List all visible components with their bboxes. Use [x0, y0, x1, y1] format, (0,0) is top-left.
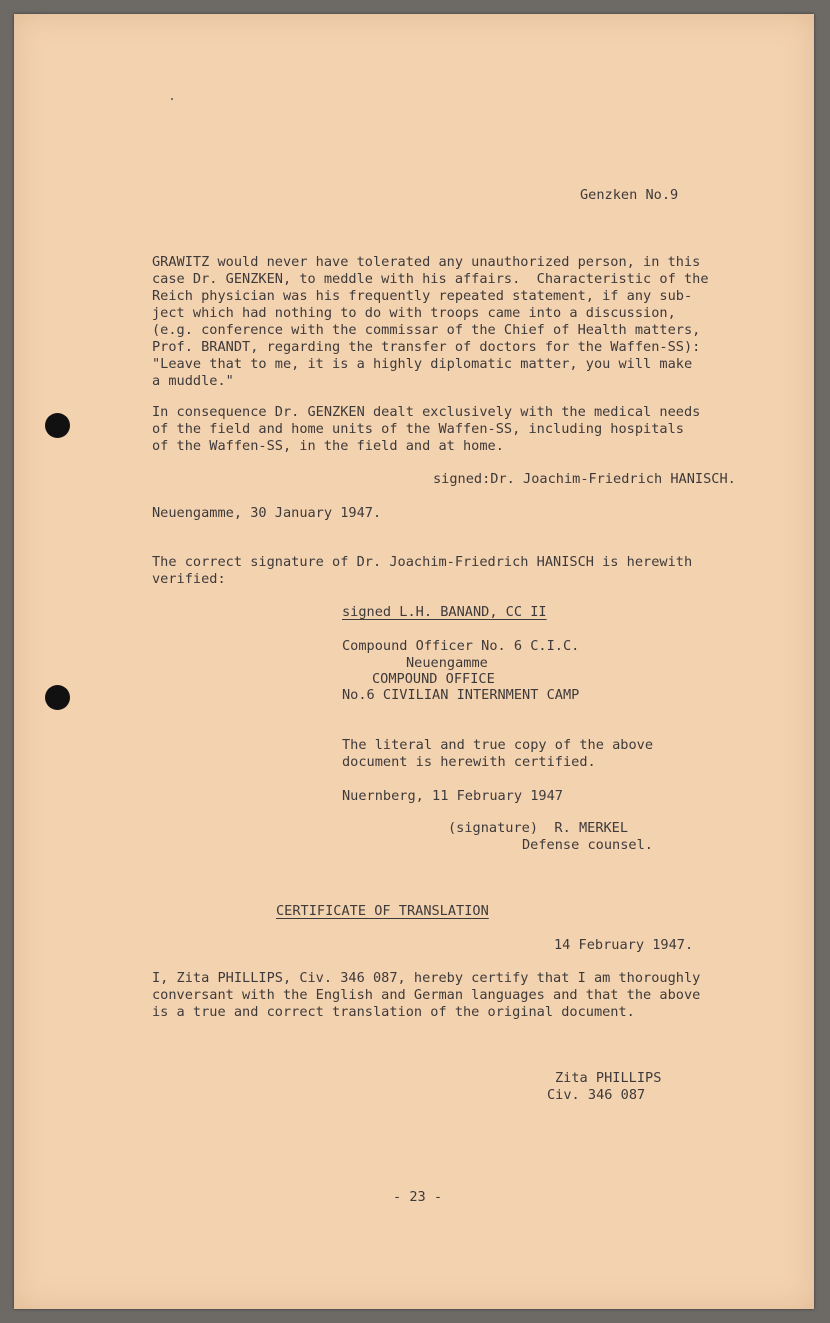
certificate-title: CERTIFICATE OF TRANSLATION: [276, 903, 489, 919]
officer-office: COMPOUND OFFICE: [372, 671, 495, 687]
paragraph-1-line: a muddle.": [152, 373, 234, 389]
officer-title: Compound Officer No. 6 C.I.C.: [342, 638, 580, 654]
paragraph-1-line: GRAWITZ would never have tolerated any unauthorized person, in this: [152, 254, 701, 270]
officer-location: Neuengamme: [406, 655, 488, 671]
punch-hole-bottom: [45, 685, 70, 710]
certificate-date: 14 February 1947.: [554, 937, 694, 953]
paragraph-1-line: case Dr. GENZKEN, to meddle with his affairs. Characteristic of the: [152, 271, 709, 287]
paragraph-1-line: ject which had nothing to do with troops came into a discussion,: [152, 305, 676, 321]
certificate-line: is a true and correct translation of the original document.: [152, 1004, 635, 1020]
verification-line: verified:: [152, 571, 226, 587]
counsel-title: Defense counsel.: [522, 837, 653, 853]
document-page: [14, 14, 814, 1309]
signed-line: signed:Dr. Joachim-Friedrich HANISCH.: [433, 471, 736, 487]
verification-line: The correct signature of Dr. Joachim-Friedrich HANISCH is herewith: [152, 554, 693, 570]
certificate-line: conversant with the English and German languages and that the above: [152, 987, 701, 1003]
page-number: - 23 -: [393, 1189, 443, 1205]
translator-name: Zita PHILLIPS: [555, 1070, 662, 1086]
place-date: Neuengamme, 30 January 1947.: [152, 505, 382, 521]
paragraph-2-line: In consequence Dr. GENZKEN dealt exclusively with the medical needs: [152, 404, 701, 420]
certificate-line: I, Zita PHILLIPS, Civ. 346 087, hereby certify that I am thoroughly: [152, 970, 701, 986]
paragraph-2-line: of the field and home units of the Waffen-SS, including hospitals: [152, 421, 684, 437]
paragraph-1-line: Reich physician was his frequently repeated statement, if any sub-: [152, 288, 693, 304]
punch-hole-top: [45, 413, 70, 438]
paper-speck: [171, 98, 173, 100]
copy-place-date: Nuernberg, 11 February 1947: [342, 788, 563, 804]
counsel-signature: (signature) R. MERKEL: [448, 820, 629, 836]
certified-copy-line: The literal and true copy of the above: [342, 737, 653, 753]
paragraph-1-line: "Leave that to me, it is a highly diplomatic matter, you will make: [152, 356, 693, 372]
paragraph-1-line: Prof. BRANDT, regarding the transfer of doctors for the Waffen-SS):: [152, 339, 701, 355]
paragraph-2-line: of the Waffen-SS, in the field and at home.: [152, 438, 504, 454]
paragraph-1-line: (e.g. conference with the commissar of the Chief of Health matters,: [152, 322, 701, 338]
officer-camp: No.6 CIVILIAN INTERNMENT CAMP: [342, 687, 580, 703]
certified-copy-line: document is herewith certified.: [342, 754, 596, 770]
header-reference: Genzken No.9: [580, 187, 679, 203]
officer-signature: signed L.H. BANAND, CC II: [342, 604, 547, 620]
translator-civ: Civ. 346 087: [547, 1087, 646, 1103]
